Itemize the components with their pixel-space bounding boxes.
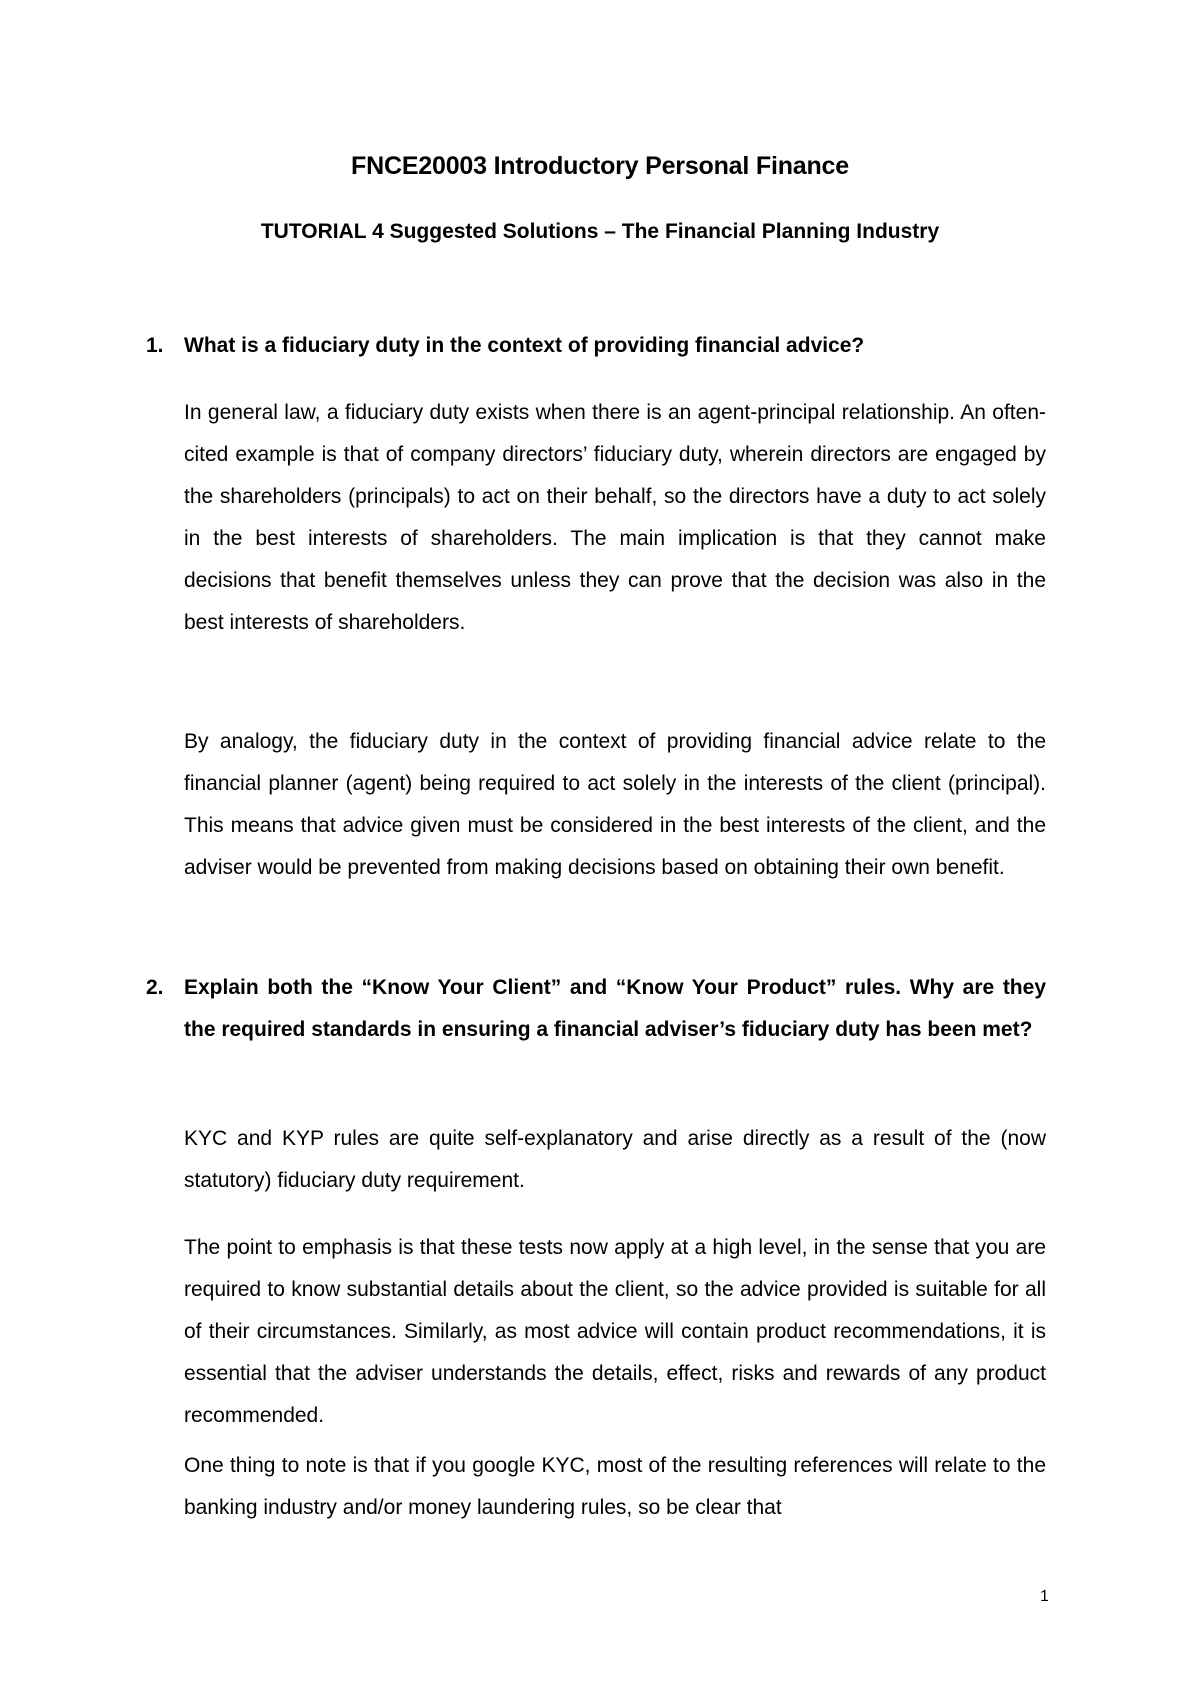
question-text: What is a fiduciary duty in the context of providing financial advice? (184, 334, 865, 357)
document-title: FNCE20003 Introductory Personal Finance (351, 152, 849, 180)
question-number: 1. (146, 334, 164, 357)
answer-paragraph: One thing to note is that if you google KYC, most of the resulting references will relate to the banking industry and/or money laundering rules, so be clear that (184, 1454, 1046, 1519)
answer-paragraph: In general law, a fiduciary duty exists when there is an agent-principal relationship. An often-cited example is that of company directors’ fiduciary duty, wherein directors are engaged by the shareholders (principals) to act on their behalf, so the directors have a duty to act solely in the best interests of shareholders. The main implication is that they cannot make decisions that benefit themselves unless they can prove that the decision was also in the best interests of shareholders. (184, 401, 1046, 634)
answer-paragraph: The point to emphasis is that these tests now apply at a high level, in the sense that you are required to know substantial details about the client, so the advice provided is suitable for all of their circumstances. Similarly, as most advice will contain product recommendations, it is essential that the adviser understands the details, effect, risks and rewards of any product recommended. (184, 1236, 1046, 1427)
question-number: 2. (146, 976, 164, 999)
answer-paragraph: By analogy, the fiduciary duty in the context of providing financial advice relate to the financial planner (agent) being required to act solely in the interests of the client (principal). This means that advice given must be considered in the best interests of the client, and the adviser would be prevented from making decisions based on obtaining their own benefit. (184, 730, 1046, 879)
document-subtitle: TUTORIAL 4 Suggested Solutions – The Financial Planning Industry (260, 220, 940, 243)
answer-paragraph: KYC and KYP rules are quite self-explanatory and arise directly as a result of the (now statutory) fiduciary duty requirement. (184, 1127, 1046, 1192)
page-number: 1 (1040, 1588, 1049, 1605)
question-text: Explain both the “Know Your Client” and “Know Your Product” rules. Why are they the required standards in ensuring a financial adviser’s fiduciary duty has been met? (184, 976, 1046, 1041)
question-2-heading (146, 967, 1046, 1051)
question-1-heading (146, 325, 1046, 367)
